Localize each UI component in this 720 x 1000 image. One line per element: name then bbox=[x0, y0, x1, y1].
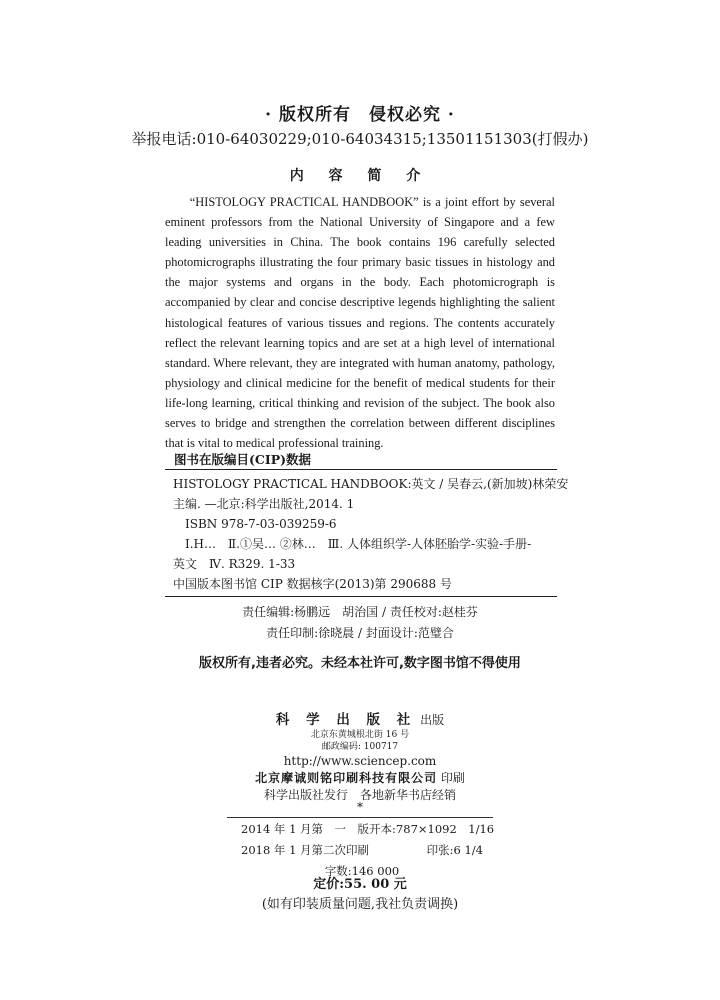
cip-line-title: HISTOLOGY PRACTICAL HANDBOOK:英文 / 吴春云,(新加坡)林荣安 bbox=[173, 477, 569, 491]
publisher-block bbox=[0, 712, 720, 804]
cip-line-editor: 主编. —北京:科学出版社,2014. 1 bbox=[173, 497, 355, 511]
publisher-url: http://www.sciencep.com bbox=[283, 754, 437, 768]
publisher-name: 科 学 出 版 社 bbox=[275, 712, 417, 728]
cip-data-block bbox=[165, 469, 569, 597]
publisher-postcode: 邮政编码: 100717 bbox=[321, 742, 399, 752]
editors-line-2: 责任印制:徐晓晨 / 封面设计:范璧合 bbox=[266, 626, 454, 640]
printer-name: 北京摩诚则铭印刷科技有限公司 bbox=[255, 771, 438, 785]
print-sheets: 印张:6 1/4 bbox=[426, 843, 483, 857]
quality-notice: (如有印装质量问题,我社负责调换) bbox=[261, 897, 459, 912]
editors-line-1: 责任编辑:杨鹏远 胡治国 / 责任校对:赵桂芬 bbox=[242, 605, 478, 619]
cip-line-classification-cont: 英文 Ⅳ. R329. 1-33 bbox=[173, 557, 296, 571]
print-info-row bbox=[227, 839, 493, 860]
print-info-row bbox=[227, 818, 493, 839]
distribution-line: 科学出版社发行 各地新华书店经销 bbox=[263, 788, 456, 802]
copyright-heading: · 版权所有 侵权必究 · bbox=[265, 105, 455, 125]
rights-note: 版权所有,违者必究。未经本社许可,数字图书馆不得使用 bbox=[199, 656, 521, 671]
word-count: 字数:146 000 bbox=[324, 864, 400, 878]
cip-line-classification: Ⅰ.H… Ⅱ.①吴… ②林… Ⅲ. 人体组织学-人体胚胎学-实验-手册- bbox=[173, 537, 532, 551]
printer-suffix: 印刷 bbox=[440, 771, 465, 785]
report-phone-line: 举报电话:010-64030229;010-64034315;13501151303(打假办) bbox=[131, 130, 589, 148]
cip-title: 图书在版编目(CIP)数据 bbox=[174, 452, 312, 467]
publisher-address: 北京东黄城根北街 16 号 bbox=[310, 730, 410, 740]
print-info-table bbox=[227, 817, 493, 881]
editors-block bbox=[0, 602, 720, 644]
summary-title: 内 容 简 介 bbox=[289, 168, 431, 184]
book-price: 定价:55. 00 元 bbox=[313, 877, 407, 892]
printing-date: 2018 年 1 月第二次印刷 bbox=[241, 843, 370, 857]
cip-line-isbn: ISBN 978-7-03-039259-6 bbox=[173, 517, 337, 531]
summary-paragraph: “HISTOLOGY PRACTICAL HANDBOOK” is a joint effort by several eminent professors from the National University of Singapore and a few leading universities in China. The book contains 196 carefully selected photomicrographs illustrating the four primary basic tissues in histology and the major systems and organs in the body. Each photomicrograph is accompanied by clear and concise descriptive legends highlighting the salient histological features of various tissues and regions. The contents accurately reflect the relevant learning topics and are set at a high level of international standard. Where relevant, they are integrated with human anatomy, pathology, physiology and clinical medicine for the benefit of medical students for their life-long learning, critical thinking and revision of the subject. The book also serves to bridge and strengthen the correlation between different disciplines that is vital to medical professional training. bbox=[165, 195, 555, 451]
publisher-name-suffix: 出版 bbox=[420, 713, 445, 727]
edition-date: 2014 年 1 月第 一 版 bbox=[241, 822, 370, 836]
book-format: 开本:787×1092 1/16 bbox=[369, 822, 495, 836]
cip-line-record-number: 中国版本图书馆 CIP 数据核字(2013)第 290688 号 bbox=[173, 577, 452, 591]
separator-asterisk: * bbox=[357, 800, 363, 814]
